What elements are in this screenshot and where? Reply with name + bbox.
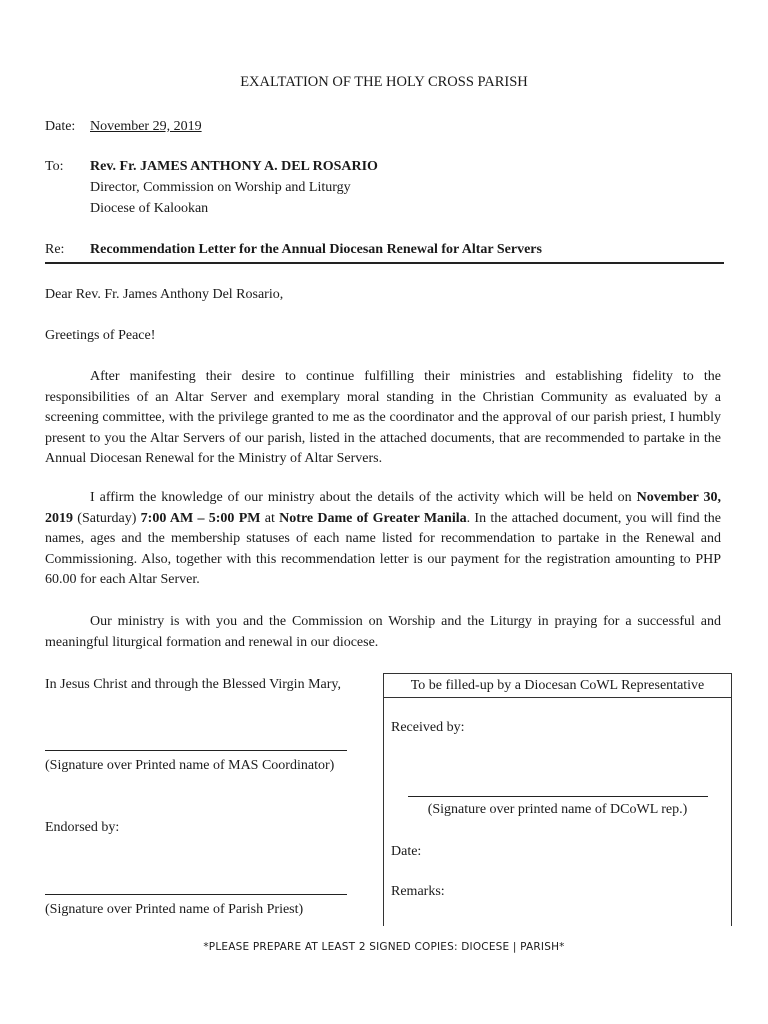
subject-divider (45, 262, 724, 264)
recipient-position: Director, Commission on Worship and Liturgy (90, 180, 351, 195)
to-label: To: (45, 159, 64, 174)
body-paragraph-3: Our ministry is with you and the Commission on Worship and the Liturgy in praying for a successful and meaningful liturgical formation and renewal in our diocese. (45, 614, 721, 650)
recipient-diocese: Diocese of Kalookan (90, 201, 209, 216)
priest-caption: (Signature over Printed name of Parish Priest) (45, 902, 304, 917)
subject-line: Recommendation Letter for the Annual Diocesan Renewal for Altar Servers (90, 242, 542, 257)
rep-signature-line (408, 796, 708, 797)
coordinator-signature-line (45, 750, 347, 751)
priest-signature-line (45, 894, 347, 895)
event-date: November 30, 2019 (45, 490, 721, 526)
date-value: November 29, 2019 (90, 119, 202, 134)
recipient-name: Rev. Fr. JAMES ANTHONY A. DEL ROSARIO (90, 159, 378, 174)
date-label: Date: (45, 119, 76, 134)
body-paragraph-1: After manifesting their desire to continue fulfilling their ministries and establishing fidelity to the responsibilities of an Altar Server and exemplary moral standing in the Christian Community as evaluated by a screening committee, with the privilege granted to me as the coordinator and the approval of our parish priest, I humbly present to you the Altar Servers of our parish, listed in the attached documents, that are recommended to partake in the Annual Diocesan Renewal for the Ministry of Altar Servers. (45, 369, 721, 466)
box-heading: To be filled-up by a Diocesan CoWL Representative (384, 674, 731, 698)
rep-caption: (Signature over printed name of DCoWL rep.) (427, 802, 688, 817)
greeting: Greetings of Peace! (45, 328, 156, 343)
box-date-label: Date: (391, 844, 422, 859)
remarks-label: Remarks: (391, 884, 445, 899)
coordinator-caption: (Signature over Printed name of MAS Coordinator) (45, 758, 335, 773)
parish-title: EXALTATION OF THE HOLY CROSS PARISH (240, 74, 528, 90)
footer-note: *PLEASE PREPARE AT LEAST 2 SIGNED COPIES: DIOCESE | PARISH* (203, 941, 565, 953)
salutation: Dear Rev. Fr. James Anthony Del Rosario, (45, 287, 284, 302)
re-label: Re: (45, 242, 65, 257)
valediction: In Jesus Christ and through the Blessed Virgin Mary, (45, 677, 341, 692)
endorsed-label: Endorsed by: (45, 820, 120, 835)
received-by-label: Received by: (391, 720, 465, 735)
body-paragraph-2: I affirm the knowledge of our ministry about the details of the activity which will be held on November 30, 2019 (Saturday) 7:00 AM – 5:00 PM at Notre Dame of Greater Manila. In the attached document, you will find the names, ages and the membership statuses of each name listed for recommendation to partake in the Renewal and Commissioning. Also, together with this recommendation letter is our payment for the registration amounting to PHP 60.00 for each Altar Server. (45, 490, 721, 587)
event-time: 7:00 AM – 5:00 PM (140, 510, 261, 526)
event-venue: Notre Dame of Greater Manila (279, 510, 467, 526)
diocesan-representative-box (383, 673, 732, 926)
